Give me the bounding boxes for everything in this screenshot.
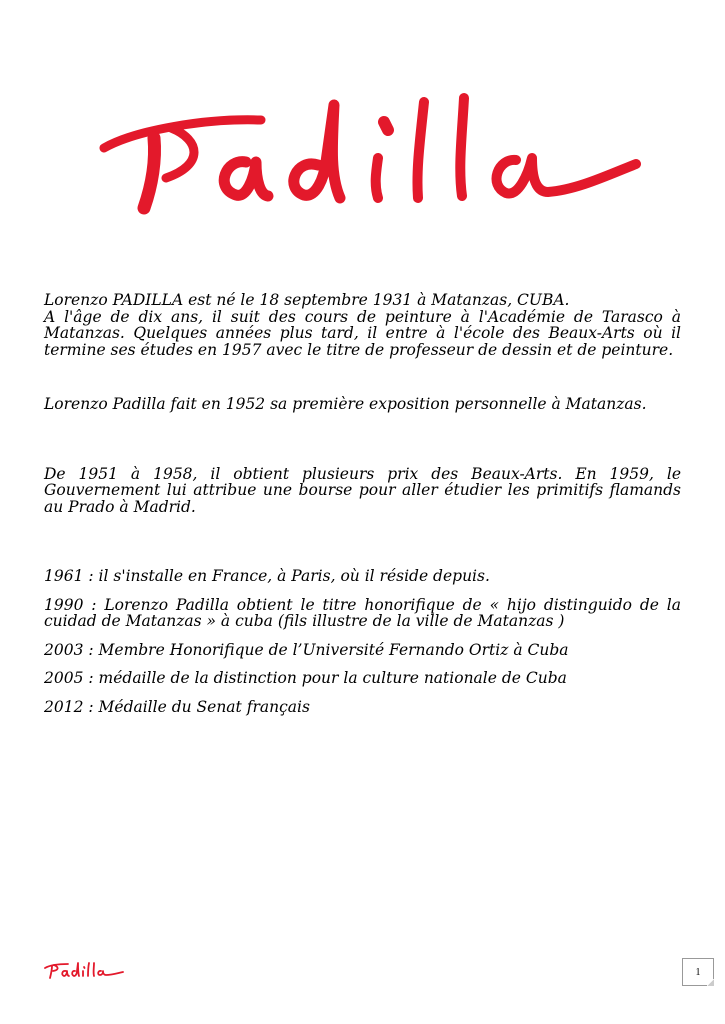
intro-paragraph bbox=[44, 292, 681, 358]
timeline-1961: 1961 : il s'installe en France, à Paris, où il réside depuis. bbox=[44, 567, 490, 585]
page-number bbox=[682, 958, 714, 986]
footer-signature-logo bbox=[44, 958, 124, 980]
prizes-paragraph: De 1951 à 1958, il obtient plusieurs prix des Beaux-Arts. En 1959, le Gouvernement lui attribue une bourse pour aller étudier les primitifs flamands au Prado à Madrid. bbox=[44, 464, 681, 516]
education-line: A l'âge de dix ans, il suit des cours de peinture à l'Académie de Tarasco à Matanzas. Quelques années plus tard, il entre à l'école des Beaux-Arts où il termine ses études en 1957 avec le titre de professeur de dessin et de peinture. bbox=[44, 307, 681, 359]
padilla-signature-logo bbox=[96, 50, 641, 220]
padilla-small-signature-icon bbox=[44, 958, 124, 980]
first-exhibition-paragraph: Lorenzo Padilla fait en 1952 sa première exposition personnelle à Matanzas. bbox=[44, 395, 647, 413]
timeline-2003: 2003 : Membre Honorifique de l’Université Fernando Ortiz à Cuba bbox=[44, 640, 569, 659]
biography bbox=[44, 292, 681, 715]
timeline-2012: 2012 : Médaille du Senat français bbox=[44, 697, 310, 716]
timeline-1990: 1990 : Lorenzo Padilla obtient le titre honorifique de « hijo distinguido de la cuidad de Matanzas » à cuba (fils illustre de la ville de Matanzas ) bbox=[44, 595, 681, 630]
page-number-text: 1 bbox=[695, 966, 701, 978]
padilla-signature-icon bbox=[96, 50, 641, 220]
timeline-2005: 2005 : médaille de la distinction pour la culture nationale de Cuba bbox=[44, 669, 567, 687]
birth-line: Lorenzo PADILLA est né le 18 septembre 1931 à Matanzas, CUBA. bbox=[44, 291, 570, 309]
